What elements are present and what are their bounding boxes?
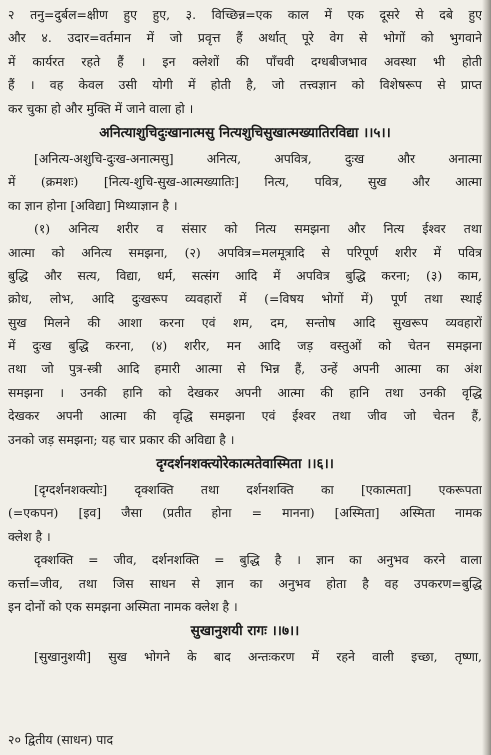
text-line: तथा जो पुत्र-स्त्री आदि हमारी आत्मा से भिन्न हैं, उन्हें अपनी आत्मा का अंश — [8, 361, 482, 377]
sutra-heading-5: अनित्याशुचिदुःखानात्मसु नित्यशुचिसुखात्मख्यातिरविद्या ।।५।। — [99, 124, 391, 141]
text-line: का ज्ञान होना [अविद्या] मिथ्याज्ञान है । — [8, 197, 178, 213]
text-line: उनको जड़ समझना; यह चार प्रकार की अविद्या है । — [8, 431, 235, 447]
text-line: देखकर अपनी आत्मा की वृद्धि समझना एवं ईश्वर तथा जीव जो चेतन हैं, — [8, 408, 482, 424]
text-line: [सुखानुशयी] सुख भोगने के बाद अन्तःकरण में रहने वाली इच्छा, तृष्णा, — [34, 649, 482, 665]
text-line: दृक्शक्ति = जीव, दर्शनशक्ति = बुद्धि है । ज्ञान का अनुभव करने वाला — [34, 552, 482, 568]
text-line: में कार्यरत रहते हैं । इन क्लेशों की पाँचवी दग्धबीजभाव अवस्था भी होती — [8, 53, 482, 69]
text-line: हैं । वह केवल उसी योगी में होती है, जो तत्त्वज्ञान को विशेषरूप से प्राप्त — [8, 77, 482, 93]
text-line: २ तनु=दुर्बल=क्षीण हुए हुए, ३. विच्छिन्न=एक काल में एक दूसरे से दबे हुए — [8, 7, 482, 22]
text-line: कर चुका हो और मुक्ति में जाने वाला हो । — [8, 100, 194, 116]
text-line: बुद्धि और सत्य, विद्या, धर्म, सत्संग आदि में अपवित्र बुद्धि करना; (३) काम, — [8, 267, 482, 283]
text-line: [दृग्दर्शनशक्त्योः] दृक्शक्ति तथा दर्शनशक्ति का [एकात्मता] एकरूपता — [34, 482, 482, 498]
text-line: (=एकपन) [इव] जैसा (प्रतीत होना = मानना) [अस्मिता] अस्मिता नामक — [8, 505, 482, 521]
text-line: समझना । उनकी हानि को देखकर अपनी आत्मा की हानि तथा उनकी वृद्धि — [8, 384, 482, 400]
page-edge-shadow — [482, 0, 491, 755]
text-line: में दुःख बुद्धि करना, (४) शरीर, मन आदि जड़ वस्तुओं को चेतन समझना — [8, 338, 482, 354]
text-line: क्लेश है । — [8, 528, 51, 544]
text-line: इन दोनों को एक समझना अस्मिता नामक क्लेश है । — [8, 598, 238, 614]
sutra-heading-7: सुखानुशयी रागः ।।७।। — [190, 623, 300, 640]
page-footer: २० द्वितीय (साधन) पाद — [8, 732, 114, 747]
text-line: में (क्रमशः) [नित्य-शुचि-सुख-आत्मख्यातिः] नित्य, पवित्र, सुख और आत्मा — [8, 174, 482, 190]
text-line: आत्मा को अनित्य समझना, (२) अपवित्र=मलमूत्रादि से परिपूर्ण शरीर में पवित्र — [8, 244, 482, 260]
text-line: क्रोध, लोभ, आदि दुःखरूप व्यवहारों में (=विषय भोगों में) पूर्ण तथा स्थाई — [8, 291, 482, 307]
text-line: कर्त्ता=जीव, तथा जिस साधन से ज्ञान का अनुभव होता है वह उपकरण=बुद्धि — [8, 575, 482, 591]
page-body — [8, 3, 482, 669]
text-line: (१) अनित्य शरीर व संसार को नित्य समझना और नित्य ईश्वर तथा — [34, 221, 482, 237]
text-line: [अनित्य-अशुचि-दुःख-अनात्मसु] अनित्य, अपवित्र, दुःख और अनात्मा — [34, 150, 482, 166]
text-line: और ४. उदार=वर्तमान में जो प्रवृत्त हैं अर्थात् पूरे वेग से भोगों को भुगवाने — [8, 30, 482, 46]
sutra-heading-6: दृग्दर्शनशक्त्योरेकात्मतेवास्मिता ।।६।। — [156, 456, 334, 473]
text-line: सुख मिलने की आशा करना एवं शम, दम, सन्तोष आदि सुखरूप व्यवहारों — [8, 314, 482, 330]
